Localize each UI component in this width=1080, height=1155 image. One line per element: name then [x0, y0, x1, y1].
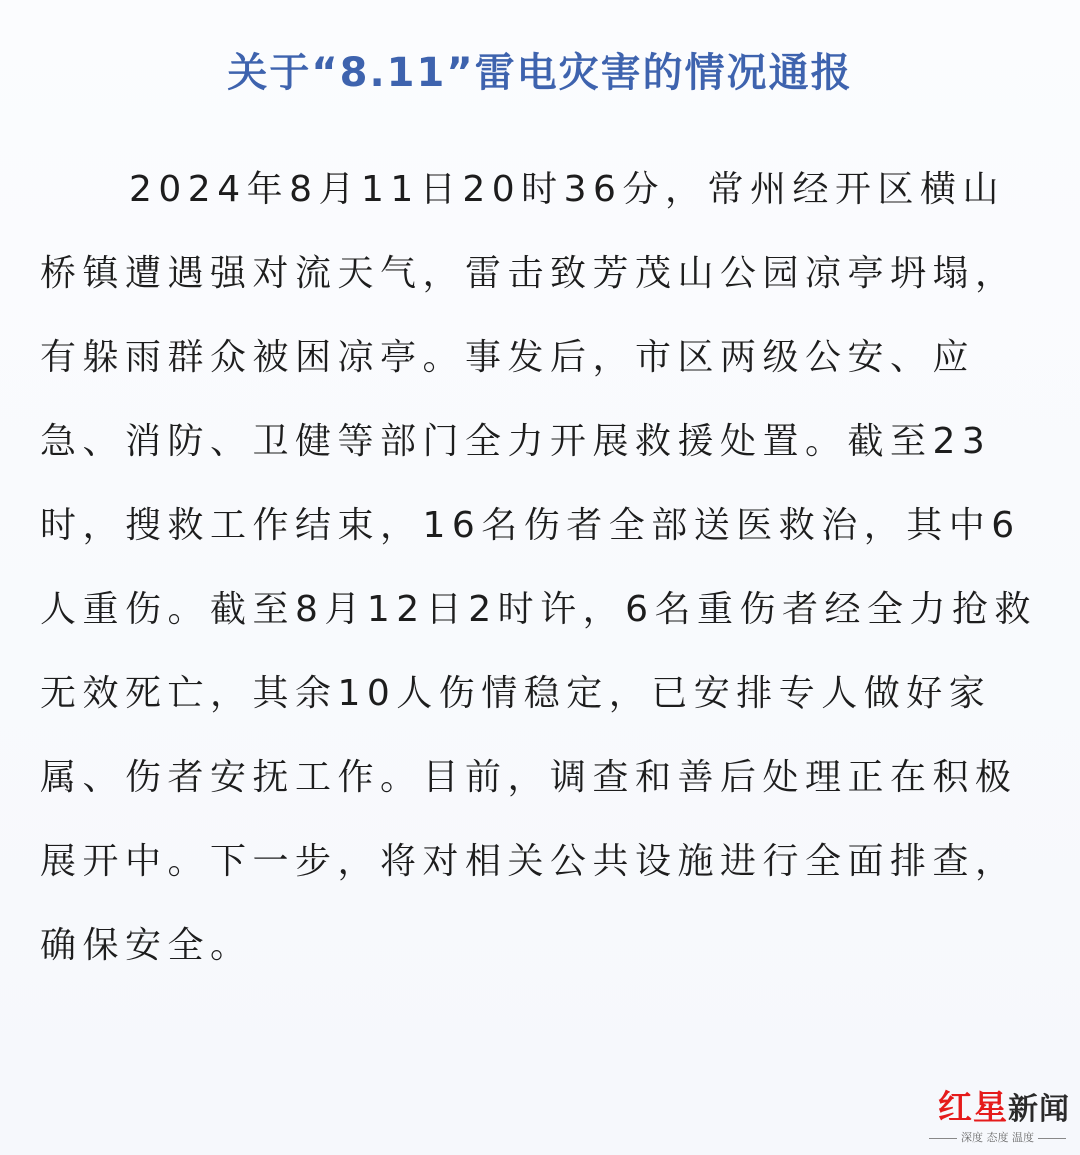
watermark-slogan-row — [895, 1131, 1070, 1145]
notice-title: 关于“8.11”雷电灾害的情况通报 — [227, 50, 853, 96]
watermark-logo-red: 红星 — [938, 1088, 1008, 1128]
watermark-logo — [895, 1087, 1070, 1131]
redstar-news-watermark — [895, 1087, 1070, 1147]
notice-body: 2024年8月11日20时36分，常州经开区横山桥镇遭遇强对流天气，雷击致芳茂山公园凉亭坍塌，有躲雨群众被困凉亭。事发后，市区两级公安、应急、消防、卫健等部门全力开展救援处置。截至23时，搜救工作结束，16名伤者全部送医救治，其中6人重伤。截至8月12日2时许，6名重伤者经全力抢救无效死亡，其余10人伤情稳定，已安排专人做好家属、伤者安抚工作。目前，调查和善后处理正在积极展开中。下一步，将对相关公共设施进行全面排查，确保安全。 — [40, 169, 1038, 966]
slogan-right-rule — [1038, 1138, 1066, 1139]
watermark-logo-news: 新闻 — [1008, 1092, 1070, 1127]
watermark-slogan: 深度 态度 温度 — [961, 1131, 1034, 1144]
slogan-left-rule — [929, 1138, 957, 1139]
